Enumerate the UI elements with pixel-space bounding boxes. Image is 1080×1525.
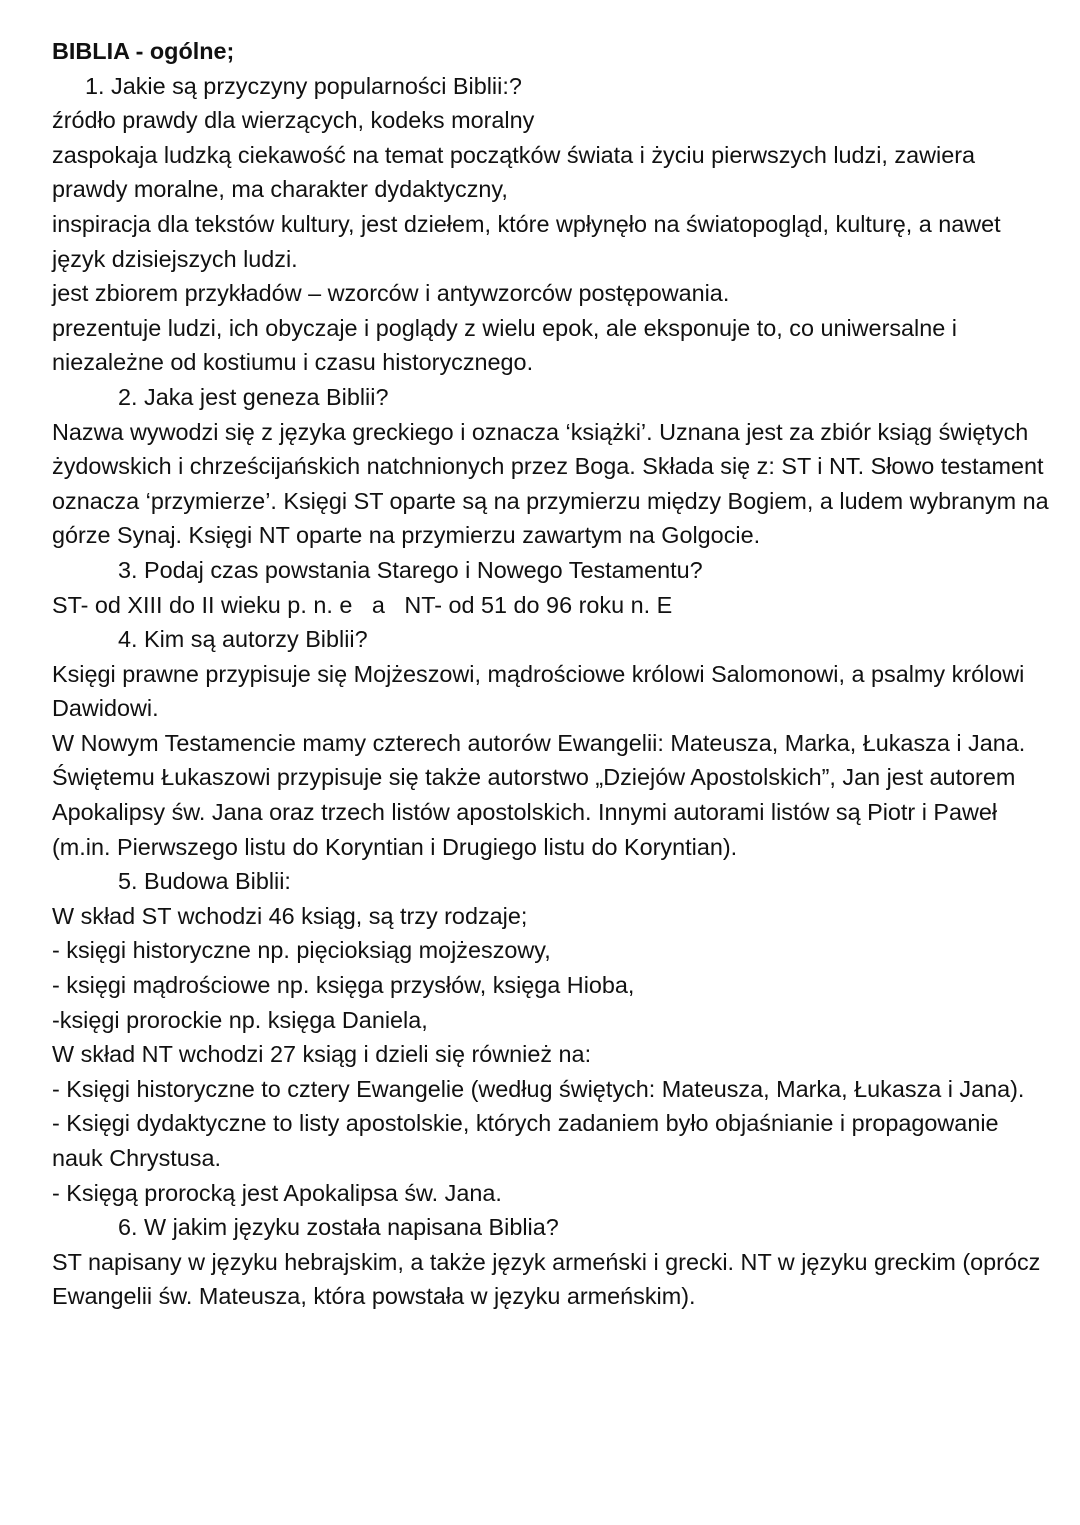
paragraph: W Nowym Testamencie mamy czterech autorów Ewangelii: Mateusza, Marka, Łukasza i Jana. Świętemu Łukaszowi przypisuje się także autorstwo „Dziejów Apostolskich”, Jan jest autorem Apokalipsy św. Jana oraz trzech listów apostolskich. Innymi autorami listów są Piotr i Paweł (m.in. Pierwszego listu do Koryntian i Drugiego listu do Koryntian).	[52, 729, 1026, 860]
paragraph: ST napisany w języku hebrajskim, a także język armeński i grecki. NT w języku greckim (oprócz Ewangelii św. Mateusza, która powstała w języku armeńskim).	[52, 1248, 1041, 1310]
paragraph: Księgi prawne przypisuje się Mojżeszowi, mądrościowe królowi Salomonowi, a psalmy królowi Dawidowi.	[52, 660, 1025, 722]
document-title: BIBLIA - ogólne;	[52, 38, 235, 64]
paragraph: źródło prawdy dla wierzących, kodeks moralny	[52, 107, 535, 134]
paragraph: zaspokaja ludzką ciekawość na temat początków świata i życiu pierwszych ludzi, zawiera prawdy moralne, ma charakter dydaktyczny,	[52, 141, 976, 203]
paragraph: Nazwa wywodzi się z języka greckiego i oznacza ‘książki’. Uznana jest za zbiór ksiąg świętych żydowskich i chrześcijańskich natchnionych przez Boga. Składa się z: ST i NT. Słowo testament oznacza ‘przymierze’. Księgi ST oparte są na przymierzu między Bogiem, a ludem wybranym na górze Synaj. Księgi NT oparte na przymierzu zawartym na Golgocie.	[52, 418, 1049, 549]
paragraph: W skład ST wchodzi 46 ksiąg, są trzy rodzaje;	[52, 902, 528, 929]
paragraph: inspiracja dla tekstów kultury, jest dziełem, które wpłynęło na światopogląd, kulturę, a nawet język dzisiejszych ludzi.	[52, 210, 1001, 272]
question-2: 2. Jaka jest geneza Biblii?	[118, 383, 389, 410]
section-3	[52, 553, 1052, 622]
list-item: - księgi historyczne np. pięcioksiąg mojżeszowy,	[52, 937, 551, 964]
list-item: - Księgi historyczne to cztery Ewangelie (według świętych: Mateusza, Marka, Łukasza i Jana).	[52, 1075, 1025, 1102]
list-item: -księgi prorockie np. księga Daniela,	[52, 1006, 428, 1033]
list-item: - Księgi dydaktyczne to listy apostolskie, których zadaniem było objaśnianie i propagowanie nauk Chrystusa.	[52, 1110, 999, 1171]
question-1: 1. Jakie są przyczyny popularności Biblii:?	[85, 72, 522, 99]
list-item: - księgi mądrościowe np. księga przysłów, księga Hioba,	[52, 972, 635, 999]
paragraph: W skład NT wchodzi 27 ksiąg i dzieli się również na:	[52, 1041, 592, 1068]
section-6	[52, 1210, 1052, 1314]
section-4	[52, 622, 1052, 864]
question-5: 5. Budowa Biblii:	[118, 868, 291, 895]
paragraph: jest zbiorem przykładów – wzorców i antywzorców postępowania.	[52, 280, 730, 307]
question-4: 4. Kim są autorzy Biblii?	[118, 626, 368, 653]
paragraph: ST- od XIII do II wieku p. n. e a NT- od 51 do 96 roku n. E	[52, 591, 673, 618]
list-item: - Księgą prorocką jest Apokalipsa św. Jana.	[52, 1179, 502, 1206]
paragraph: prezentuje ludzi, ich obyczaje i poglądy z wielu epok, ale eksponuje to, co uniwersalne i niezależne od kostiumu i czasu historycznego.	[52, 314, 957, 376]
section-2	[52, 380, 1052, 553]
question-6: 6. W jakim języku została napisana Biblia?	[118, 1214, 559, 1241]
section-1	[52, 69, 1052, 380]
section-5	[52, 864, 1052, 1210]
document-page	[52, 34, 1052, 1314]
question-3: 3. Podaj czas powstania Starego i Nowego Testamentu?	[118, 556, 703, 583]
